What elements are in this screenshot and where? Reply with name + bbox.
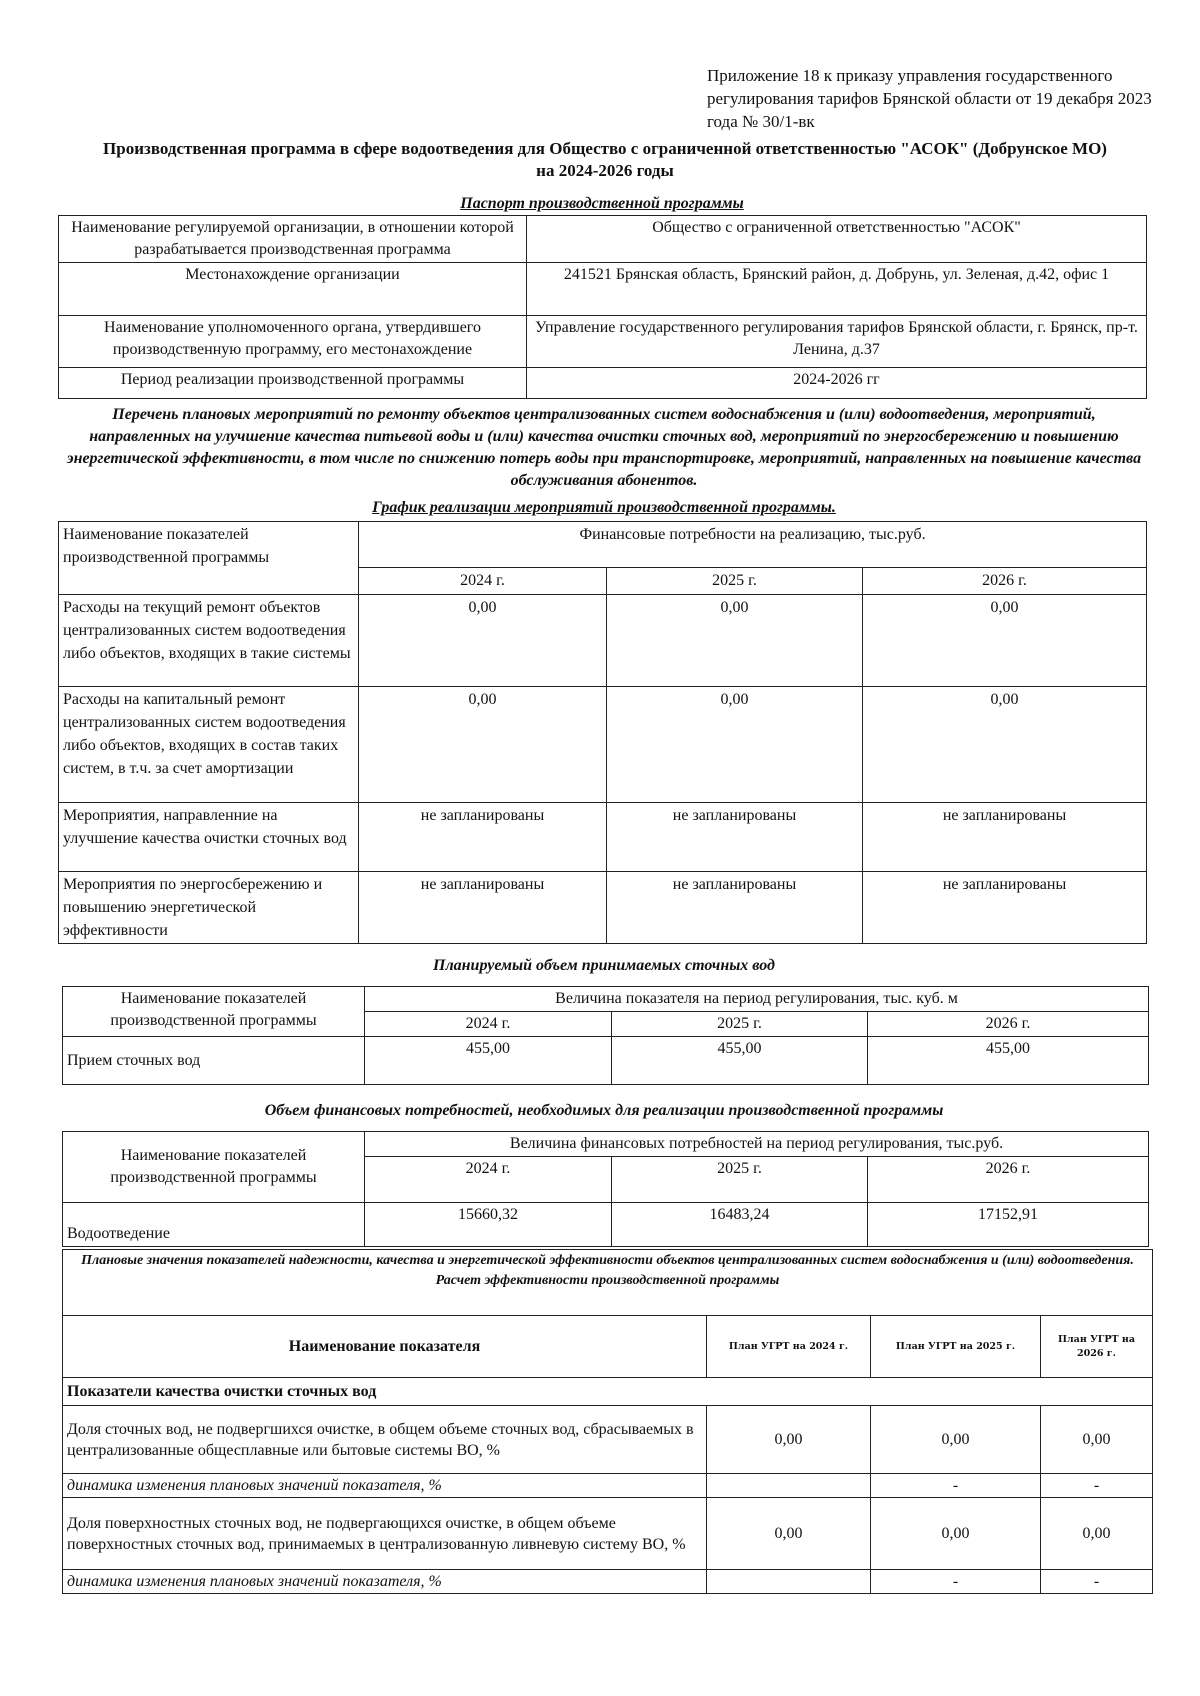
header-cell: Величина показателя на период регулирования, тыс. куб. м xyxy=(365,987,1149,1012)
header-cell: Финансовые потребности на реализацию, тыс.руб. xyxy=(359,522,1147,568)
value-cell: 0,00 xyxy=(359,687,607,803)
appendix-note: Приложение 18 к приказу управления государственного регулирования тарифов Брянской области от 19 декабря 2023 года № 30/1-вк xyxy=(707,66,1152,131)
year-header: 2024 г. xyxy=(359,568,607,595)
table-row xyxy=(63,1037,1149,1085)
value-cell: не запланированы xyxy=(607,872,863,944)
table-row xyxy=(59,316,1147,368)
table-row xyxy=(59,595,1147,687)
passport-value: 2024-2026 гг xyxy=(527,368,1147,399)
value-cell: 455,00 xyxy=(365,1037,612,1085)
finance-table xyxy=(62,1131,1149,1247)
events-subtitle: График реализации мероприятий производственной программы. xyxy=(372,499,836,516)
plan-header: План УГРТ на 2026 г. xyxy=(1041,1316,1153,1378)
plan-header: План УГРТ на 2025 г. xyxy=(871,1316,1041,1378)
passport-label: Местонахождение организации xyxy=(59,263,527,316)
table-row xyxy=(63,987,1149,1012)
table-row xyxy=(59,368,1147,399)
row-name: Мероприятия по энергосбережению и повышению энергетической эффективности xyxy=(59,872,359,944)
year-header: 2025 г. xyxy=(607,568,863,595)
table-row xyxy=(59,216,1147,263)
row-name: Расходы на текущий ремонт объектов централизованных систем водоотведения либо объектов, входящих в такие системы xyxy=(59,595,359,687)
table-row xyxy=(63,1474,1153,1498)
value-cell: не запланированы xyxy=(863,803,1147,872)
row-name: Прием сточных вод xyxy=(63,1037,365,1085)
value-cell: 0,00 xyxy=(707,1498,871,1570)
passport-label: Наименование регулируемой организации, в отношении которой разрабатывается производственная программа xyxy=(59,216,527,263)
row-name: динамика изменения плановых значений показателя, % xyxy=(63,1474,707,1498)
value-cell: не запланированы xyxy=(863,872,1147,944)
value-cell: 0,00 xyxy=(707,1406,871,1474)
table-row xyxy=(63,1250,1153,1316)
passport-label: Наименование уполномоченного органа, утвердившего производственную программу, его местонахождение xyxy=(59,316,527,368)
table-row xyxy=(63,1498,1153,1570)
quality-caption-line-1: Плановые значения показателей надежности, качества и энергетической эффективности объектов централизованных систем водоснабжения и (или) водоотведения. xyxy=(81,1253,1134,1268)
table-row xyxy=(59,872,1147,944)
passport-value: Общество с ограниченной ответственностью "АСОК" xyxy=(527,216,1147,263)
year-header: 2025 г. xyxy=(612,1157,868,1203)
value-cell: 455,00 xyxy=(612,1037,868,1085)
events-title: Перечень плановых мероприятий по ремонту объектов централизованных систем водоснабжения и (или) водоотведения, мероприятий, направленных на улучшение качества питьевой воды и (или) качества очистки сточных вод, мероприятий по энергосбережению и повышению энергетической эффективности, в том числе по снижению потерь воды при транспортировке, мероприятий, направленных на повышение качества обслуживания абонентов. xyxy=(66,406,1142,489)
value-cell: 0,00 xyxy=(607,687,863,803)
value-cell: - xyxy=(1041,1570,1153,1594)
passport-value: 241521 Брянская область, Брянский район, д. Добрунь, ул. Зеленая, д.42, офис 1 xyxy=(527,263,1147,316)
value-cell: - xyxy=(871,1474,1041,1498)
passport-label: Период реализации производственной программы xyxy=(59,368,527,399)
volume-title: Планируемый объем принимаемых сточных вод xyxy=(433,957,775,974)
value-cell: 0,00 xyxy=(863,595,1147,687)
year-header: 2024 г. xyxy=(365,1012,612,1037)
passport-table xyxy=(58,215,1147,399)
row-name: Мероприятия, направленние на улучшение качества очистки сточных вод xyxy=(59,803,359,872)
document-title xyxy=(50,138,1160,182)
value-cell: не запланированы xyxy=(359,803,607,872)
value-cell: 0,00 xyxy=(1041,1498,1153,1570)
value-cell: не запланированы xyxy=(607,803,863,872)
year-header: 2026 г. xyxy=(868,1157,1149,1203)
row-name: Доля поверхностных сточных вод, не подвергающихся очистке, в общем объеме поверхностных сточных вод, принимаемых в централизованную ливневую систему ВО, % xyxy=(63,1498,707,1570)
row-name: Доля сточных вод, не подвергшихся очистке, в общем объеме сточных вод, сбрасываемых в централизованные общесплавные или бытовые системы ВО, % xyxy=(63,1406,707,1474)
row-name: Расходы на капитальный ремонт централизованных систем водоотведения либо объектов, входящих в состав таких систем, в т.ч. за счет амортизации xyxy=(59,687,359,803)
table-row xyxy=(63,1406,1153,1474)
table-row xyxy=(59,803,1147,872)
plan-header: План УГРТ на 2024 г. xyxy=(707,1316,871,1378)
title-line-1: Производственная программа в сфере водоотведения для Общество с ограниченной ответственностью "АСОК" (Добрунское МО) xyxy=(103,139,1107,158)
header-cell: Величина финансовых потребностей на период регулирования, тыс.руб. xyxy=(365,1132,1149,1157)
table-row xyxy=(63,1316,1153,1378)
table-row xyxy=(63,1570,1153,1594)
value-cell xyxy=(707,1570,871,1594)
value-cell: 0,00 xyxy=(607,595,863,687)
value-cell xyxy=(707,1474,871,1498)
year-header: 2024 г. xyxy=(365,1157,612,1203)
header-cell: Наименование показателей производственной программы xyxy=(63,987,365,1037)
table-row xyxy=(59,263,1147,316)
header-cell: Наименование показателей производственной программы xyxy=(59,522,359,595)
passport-value: Управление государственного регулирования тарифов Брянской области, г. Брянск, пр-т. Ленина, д.37 xyxy=(527,316,1147,368)
table-row xyxy=(59,522,1147,568)
value-cell: 0,00 xyxy=(863,687,1147,803)
quality-caption xyxy=(63,1250,1153,1316)
value-cell: 0,00 xyxy=(1041,1406,1153,1474)
table-row xyxy=(63,1378,1153,1406)
value-cell: 16483,24 xyxy=(612,1203,868,1247)
table-row xyxy=(63,1203,1149,1247)
title-line-2: на 2024-2026 годы xyxy=(536,161,674,180)
value-cell: 0,00 xyxy=(359,595,607,687)
value-cell: - xyxy=(871,1570,1041,1594)
value-cell: 455,00 xyxy=(868,1037,1149,1085)
value-cell: - xyxy=(1041,1474,1153,1498)
table-row xyxy=(63,1132,1149,1157)
finance-title: Объем финансовых потребностей, необходимых для реализации производственной программы xyxy=(264,1102,944,1119)
value-cell: 17152,91 xyxy=(868,1203,1149,1247)
value-cell: 0,00 xyxy=(871,1498,1041,1570)
value-cell: 0,00 xyxy=(871,1406,1041,1474)
row-name: динамика изменения плановых значений показателя, % xyxy=(63,1570,707,1594)
quality-caption-line-2: Расчет эффективности производственной программы xyxy=(435,1273,780,1288)
table-row xyxy=(59,687,1147,803)
year-header: 2026 г. xyxy=(868,1012,1149,1037)
passport-title: Паспорт производственной программы xyxy=(460,195,744,212)
row-name: Водоотведение xyxy=(63,1203,365,1247)
year-header: 2026 г. xyxy=(863,568,1147,595)
header-cell: Наименование показателей производственной программы xyxy=(63,1132,365,1203)
quality-table xyxy=(62,1249,1153,1594)
header-cell: Наименование показателя xyxy=(63,1316,707,1378)
section-row: Показатели качества очистки сточных вод xyxy=(63,1378,1153,1406)
events-table xyxy=(58,521,1147,944)
year-header: 2025 г. xyxy=(612,1012,868,1037)
volume-table xyxy=(62,986,1149,1085)
value-cell: 15660,32 xyxy=(365,1203,612,1247)
value-cell: не запланированы xyxy=(359,872,607,944)
